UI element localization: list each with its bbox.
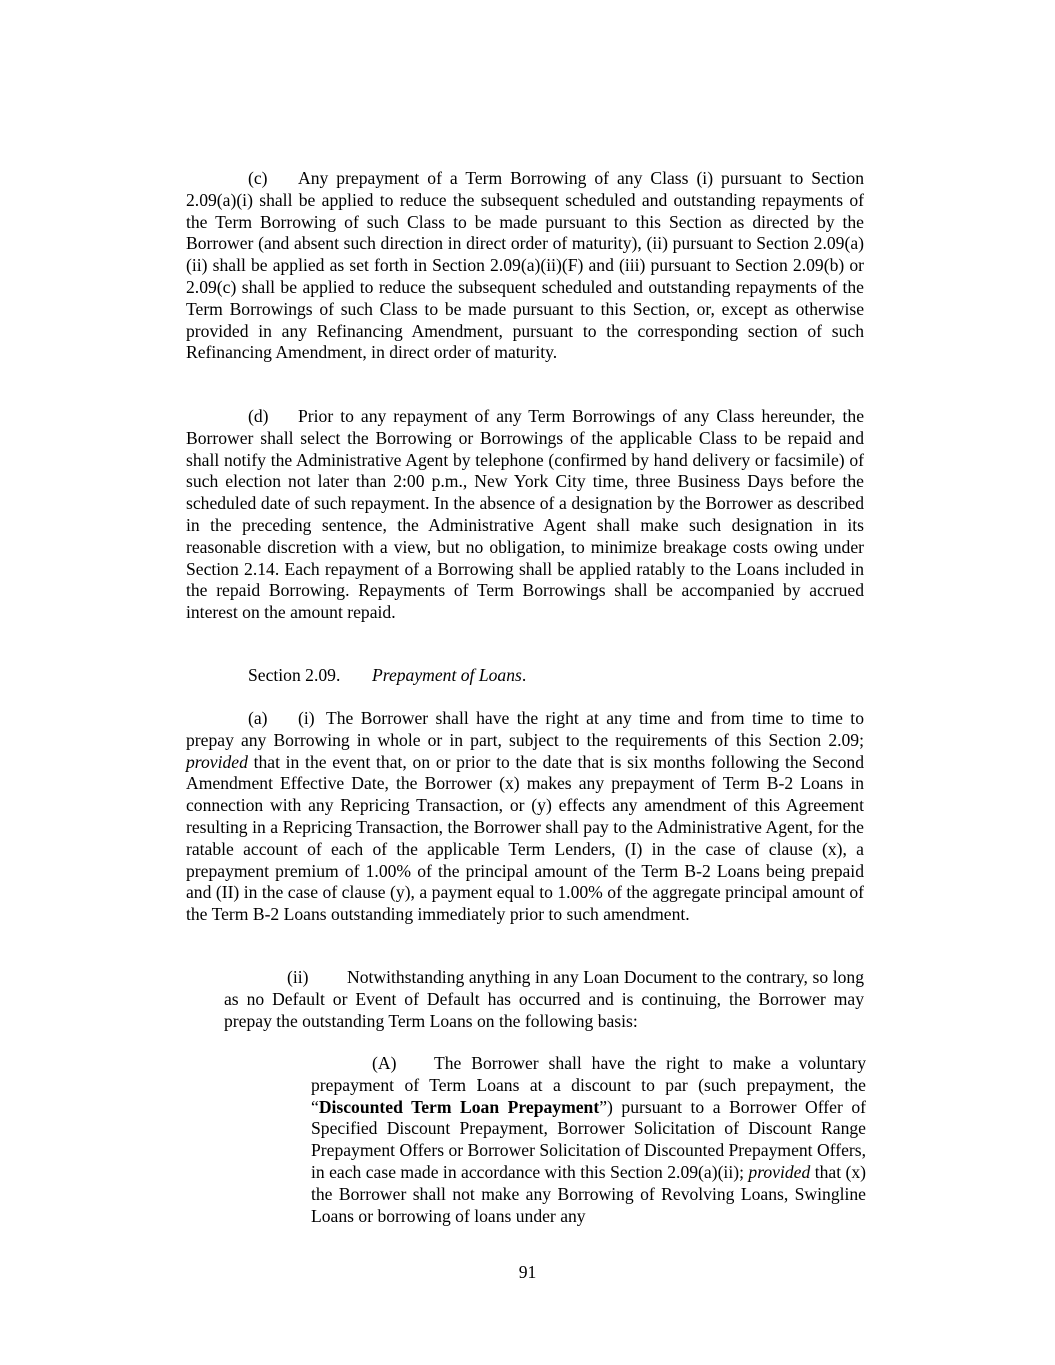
paragraph-a-text-1: The Borrower shall have the right at any time and from time to time to prepay any Borrowing in whole or in part, subject to the requirements of this Section 2.09; — [186, 708, 864, 750]
paragraph-A-text-1: The Borrower shall have the right to make a voluntary prepayment of Term Loans at a discount to par (such prepayment, the “ — [311, 1053, 866, 1117]
paragraph-A-text-2: ”) pursuant to a Borrower Offer of Specified Discount Prepayment, Borrower Solicitation of Discount Range Prepayment Offers or Borrower Solicitation of Discounted Prepayment Offers, in each case made in accordance with this Section 2.09(a)(ii); — [311, 1096, 866, 1182]
section-title: Prepayment of Loans — [372, 665, 522, 685]
paragraph-A-defined-term: Discounted Term Loan Prepayment — [318, 1096, 600, 1117]
section-title-period: . — [521, 665, 527, 685]
paragraph-a — [186, 708, 864, 926]
paragraph-a-sublabel: (i) — [298, 708, 315, 728]
paragraph-d-text: Prior to any repayment of any Term Borrowings of any Class hereunder, the Borrower shall select the Borrowing or Borrowings of the applicable Class to be repaid and shall notify the Administrative Agent by telephone (confirmed by hand delivery or facsimile) of such election not later than 2:00 p.m., New York City time, three Business Days before the scheduled date of such repayment. In the absence of a designation by the Borrower as described in the preceding sentence, the Administrative Agent shall make such designation in its reasonable discretion with a view, but no obligation, to minimize breakage costs owing under Section 2.14. Each repayment of a Borrowing shall be applied ratably to the Loans included in the repaid Borrowing. Repayments of Term Borrowings shall be accompanied by accrued interest on the amount repaid. — [186, 406, 864, 623]
paragraph-c-label: (c) — [248, 168, 268, 188]
paragraph-d-label: (d) — [248, 406, 269, 426]
paragraph-A-label: (A) — [372, 1053, 397, 1073]
paragraph-A — [311, 1053, 866, 1227]
paragraph-c — [186, 168, 864, 364]
paragraph-A-provided: provided — [748, 1161, 811, 1182]
paragraph-a-label: (a) — [248, 708, 268, 728]
page-number: 91 — [518, 1262, 537, 1282]
section-heading — [248, 665, 526, 687]
paragraph-c-text: Any prepayment of a Term Borrowing of any Class (i) pursuant to Section 2.09(a)(i) shall be applied to reduce the subsequent scheduled and outstanding repayments of the Term Borrowing of such Class to be made pursuant to this Section as directed by the Borrower (and absent such direction in direct order of maturity), (ii) pursuant to Section 2.09(a)(ii) shall be applied as set forth in Section 2.09(a)(ii)(F) and (iii) pursuant to Section 2.09(b) or 2.09(c) shall be applied to reduce the subsequent scheduled and outstanding repayments of the Term Borrowings of such Class to be made pursuant to this Section, or, except as otherwise provided in any Refinancing Amendment, pursuant to the corresponding section of such Refinancing Amendment, in direct order of maturity. — [186, 168, 864, 363]
paragraph-a-provided: provided — [186, 751, 248, 772]
paragraph-ii-text: Notwithstanding anything in any Loan Document to the contrary, so long as no Default or Event of Default has occurred and is continuing, the Borrower may prepay the outstanding Term Loans on the following basis: — [224, 967, 864, 1031]
paragraph-ii — [224, 967, 864, 1032]
paragraph-A-text-3: that (x) the Borrower shall not make any Borrowing of Revolving Loans, Swingline Loans or borrowing of loans under any — [311, 1161, 867, 1226]
paragraph-a-text-2: that in the event that, on or prior to the date that is six months following the Second Amendment Effective Date, the Borrower (x) makes any prepayment of Term B-2 Loans in connection with any Repricing Transaction, or (y) effects any amendment of this Agreement resulting in a Repricing Transaction, the Borrower shall pay to the Administrative Agent, for the ratable account of each of the applicable Term Lenders, (I) in the case of clause (x), a prepayment premium of 1.00% of the principal amount of the Term B-2 Loans being prepaid and (II) in the case of clause (y), a payment equal to 1.00% of the aggregate principal amount of the Term B-2 Loans outstanding immediately prior to such amendment. — [186, 751, 864, 925]
paragraph-d — [186, 406, 864, 624]
paragraph-ii-label: (ii) — [287, 967, 309, 987]
section-number: Section 2.09. — [248, 665, 341, 685]
